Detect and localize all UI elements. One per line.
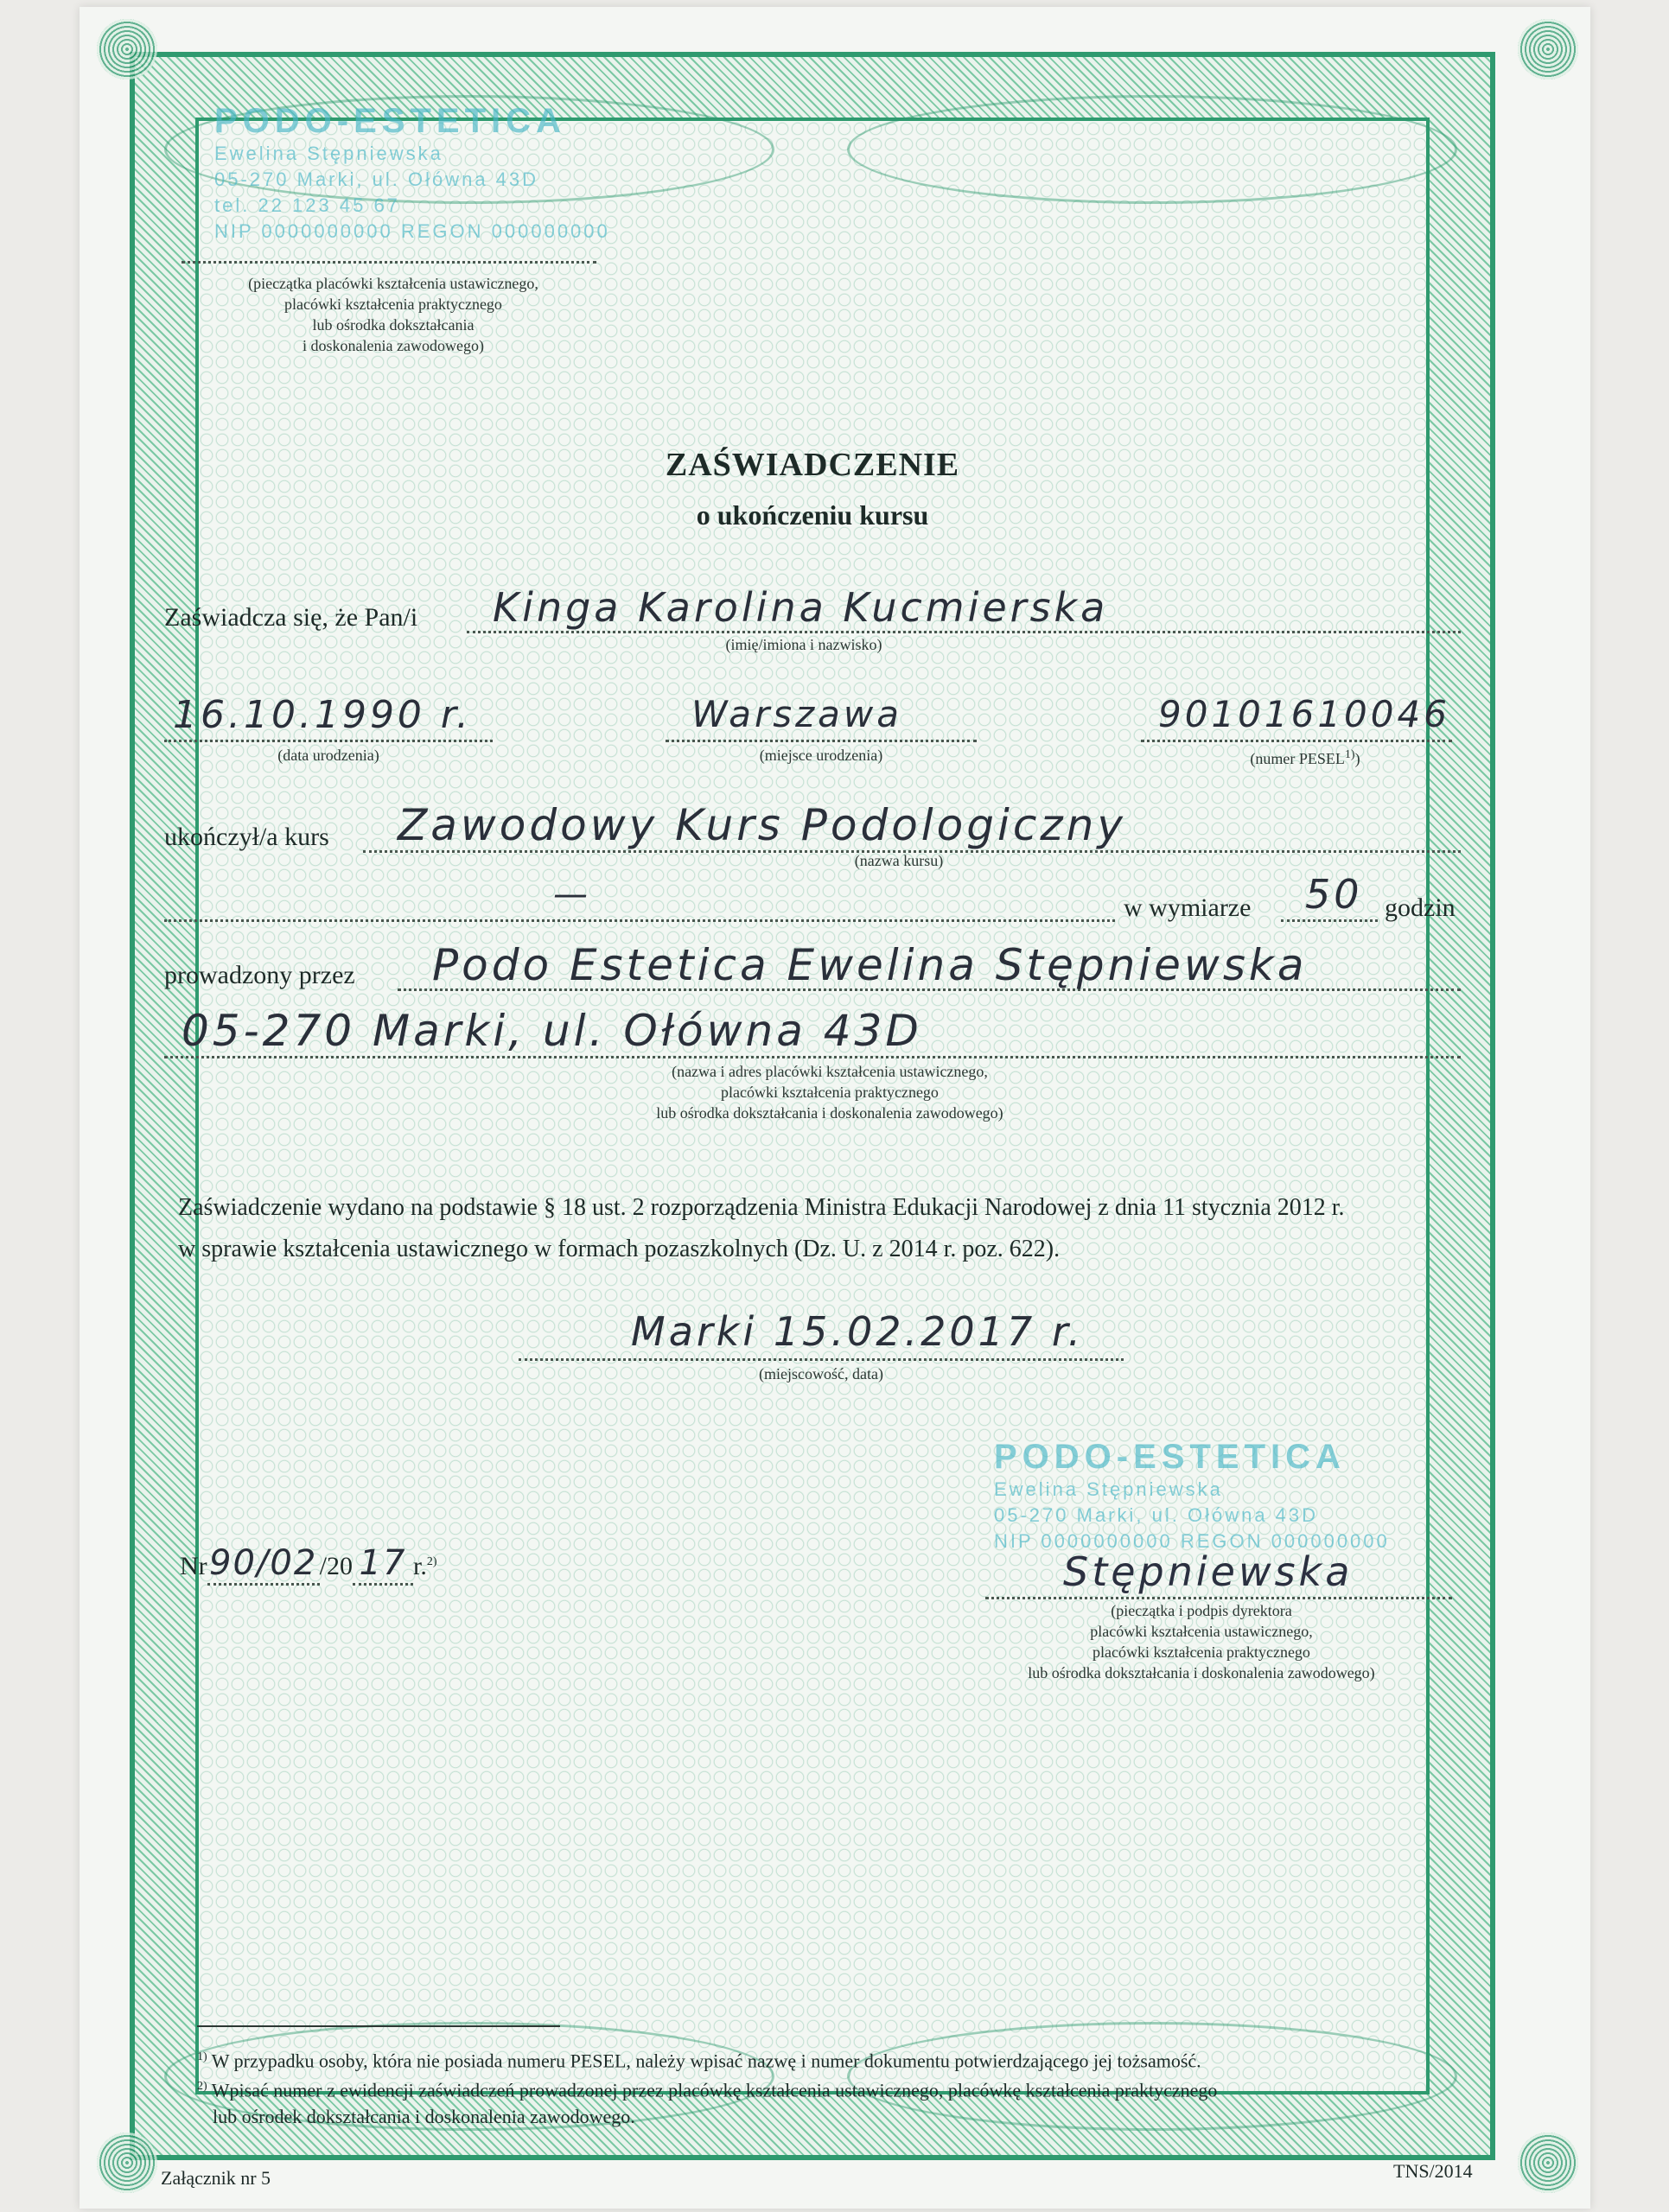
stamp-caption [182,273,605,356]
person-caption: (imię/imiona i nazwisko) [725,636,882,653]
ornament-vine [847,95,1457,204]
number-middle: /20 [319,1552,353,1580]
birth-date-handwritten: 16.10.1990 r. [173,693,472,737]
number-year [353,1543,413,1586]
footnotes [197,2044,1442,2130]
certificate-number [180,1543,437,1586]
pesel-caption [1210,745,1400,769]
number-year-handwritten: 17 [359,1543,407,1583]
caption-line: lub ośrodka dokształcania i doskonalenia zawodowego) [656,1104,1003,1122]
stamp-line: tel. 22 123 45 67 [214,194,400,216]
caption-line: (pieczątka i podpis dyrektora [1111,1602,1292,1619]
pesel-caption-end: ) [1354,750,1360,767]
stamp-line: NIP 0000000000 REGON 000000000 [214,220,610,242]
corner-rosette-icon [97,19,157,79]
legal-basis-text [178,1187,1475,1270]
footnote-2 [197,2074,1442,2103]
corner-rosette-icon [1518,2133,1578,2193]
caption-line: lub ośrodka dokształcania [312,316,475,334]
organiser-address-handwritten: 05-270 Marki, ul. Ołówna 43D [182,1006,922,1056]
place-date-dotted-line [519,1358,1124,1361]
footnote-text: Wpisać numer z ewidencji zaświadczeń prowadzonej przez placówkę kształcenia ustawicznego, placówkę kształcenia praktycznego [211,2079,1218,2101]
legal-line: Zaświadczenie wydano na podstawie § 18 ust. 2 rozporządzenia Ministra Edukacji Narodowej z dnia 11 stycznia 2012 r. [178,1194,1345,1221]
pesel-caption-text: (numer PESEL [1250,750,1345,767]
stamp-line: Ewelina Stępniewska [994,1478,1223,1500]
number-value-handwritten: 90/02 [209,1543,318,1583]
stamp-line-dotted [182,261,596,264]
place-date-caption: (miejscowość, data) [759,1365,883,1382]
footnote-1 [197,2044,1442,2074]
course-caption: (nazwa kursu) [854,852,944,869]
corner-rosette-icon [1518,19,1578,79]
school-stamp-top [214,102,612,245]
form-code: TNS/2014 [1393,2160,1473,2182]
birth-date-caption: (data urodzenia) [277,747,379,764]
birth-place-handwritten: Warszawa [691,693,902,735]
legal-line: w sprawie kształcenia ustawicznego w formach pozaszkolnych (Dz. U. z 2014 r. poz. 622). [178,1236,1061,1262]
birth-date-dotted-line [164,740,493,742]
annex-label: Załącznik nr 5 [161,2167,271,2189]
organiser-dotted-line-2 [164,1056,1461,1058]
number-suffix: r. [413,1552,427,1580]
hours-unit: godzin [1385,893,1456,922]
footnote-mark: 1) [197,2050,207,2063]
caption-line: i doskonalenia zawodowego) [303,337,484,354]
caption-line: placówki kształcenia praktycznego [721,1084,939,1101]
caption-line: (nazwa i adres placówki kształcenia ustawicznego, [672,1063,988,1080]
hours-label: w wymiarze [1124,893,1252,922]
number-value [207,1543,320,1586]
signature-dotted-line [985,1597,1452,1599]
caption-line: placówki kształcenia praktycznego [284,296,502,313]
person-label: Zaświadcza się, że Pan/i [164,603,418,632]
organiser-name-handwritten: Podo Estetica Ewelina Stępniewska [432,940,1308,990]
caption-line: placówki kształcenia ustawicznego, [1090,1623,1313,1640]
footnote-text-continued: lub ośrodek dokształcania i doskonalenia zawodowego. [213,2105,635,2127]
caption-line: lub ośrodka dokształcania i doskonalenia zawodowego) [1028,1664,1375,1681]
stamp-name: PODO-ESTETICA [994,1438,1346,1476]
school-stamp-bottom [994,1438,1400,1554]
footnote-ref-1: 1) [1344,748,1355,761]
corner-rosette-icon [97,2133,157,2193]
person-dotted-line [467,631,1461,633]
course-label: ukończył/a kurs [164,823,329,851]
pesel-dotted-line [1141,740,1452,742]
course-dotted-line-2 [164,919,1115,922]
footnote-text: W przypadku osoby, która nie posiada numeru PESEL, należy wpisać nazwę i numer dokumentu potwierdzającego jej tożsamość. [211,2050,1201,2072]
stamp-line: 05-270 Marki, ul. Ołówna 43D [214,168,539,190]
organiser-caption [553,1061,1106,1123]
course-dash-handwritten: — [553,874,591,914]
stamp-line: 05-270 Marki, ul. Ołówna 43D [994,1504,1319,1526]
stamp-line: NIP 0000000000 REGON 000000000 [994,1530,1390,1552]
stamp-name: PODO-ESTETICA [214,102,566,140]
person-name-handwritten: Kinga Karolina Kucmierska [493,584,1109,631]
hours-dotted-line [1281,919,1378,922]
director-signature: Stępniewska [1063,1548,1354,1595]
footnote-separator [197,2025,560,2027]
course-name-handwritten: Zawodowy Kurs Podologiczny [398,800,1126,850]
pesel-handwritten: 90101610046 [1158,693,1450,735]
document-title: ZAŚWIADCZENIE [665,447,960,483]
footnote-ref-2: 2) [426,1555,437,1568]
director-caption [977,1600,1426,1683]
number-prefix: Nr [180,1552,207,1580]
footnote-mark: 2) [197,2080,207,2094]
place-date-handwritten: Marki 15.02.2017 r. [631,1308,1085,1355]
caption-line: placówki kształcenia praktycznego [1092,1643,1310,1661]
document-subtitle: o ukończeniu kursu [696,499,929,531]
organiser-label: prowadzony przez [164,961,355,989]
stamp-line: Ewelina Stępniewska [214,143,443,164]
caption-line: (pieczątka placówki kształcenia ustawicznego, [248,275,538,292]
birth-place-caption: (miejsce urodzenia) [759,747,883,764]
birth-place-dotted-line [666,740,977,742]
hours-handwritten: 50 [1305,871,1363,918]
